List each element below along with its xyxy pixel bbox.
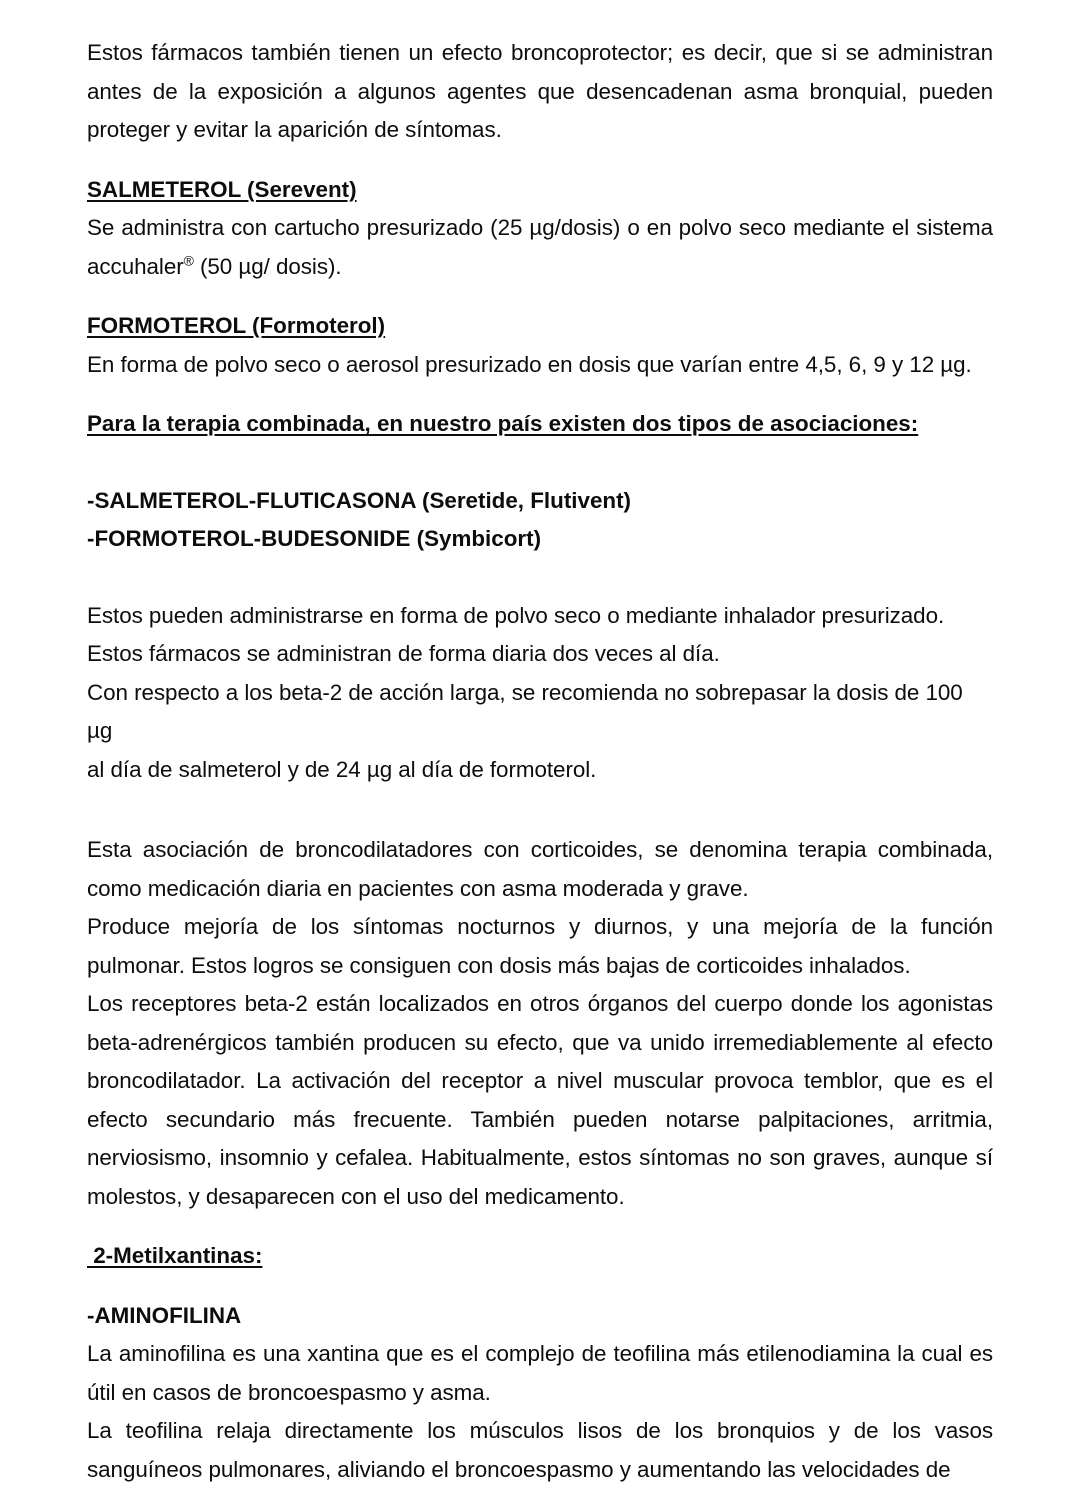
teofilina-paragraph: La teofilina relaja directamente los músculos lisos de los bronquios y de los vasos sanguíneos pulmonares, aliviando el broncoespasmo y aumentando las velocidades de	[87, 1418, 993, 1482]
spacer	[87, 1216, 993, 1237]
spacer	[87, 286, 993, 307]
aminofilina-heading: -AMINOFILINA	[87, 1302, 242, 1328]
combined-therapy-paragraph-2: Produce mejoría de los síntomas nocturnos y diurnos, y una mejoría de la función pulmonar. Estos logros se consiguen con dosis más bajas de corticoides inhalados.	[87, 914, 993, 978]
salmeterol-heading	[87, 171, 993, 210]
spacer	[87, 559, 993, 597]
salmeterol-body-text-part1: Se administra con cartucho presurizado (25 µg/dosis) o en polvo seco mediante el sistema accuhaler	[87, 215, 993, 279]
combined-therapy-heading-text: Para la terapia combinada, en nuestro país existen dos tipos de asociaciones:	[87, 411, 919, 436]
spacer	[87, 789, 993, 831]
spacer	[87, 444, 993, 482]
metilxantinas-heading	[87, 1237, 993, 1276]
spacer	[87, 384, 993, 405]
association-item-1: -SALMETEROL-FLUTICASONA (Seretide, Flutivent)	[87, 487, 632, 513]
dosage-line-2: al día de salmeterol y de 24 µg al día de formoterol.	[87, 756, 597, 782]
spacer	[87, 150, 993, 171]
salmeterol-body	[87, 209, 993, 286]
salmeterol-heading-text: SALMETEROL (Serevent)	[87, 176, 357, 202]
aminofilina-paragraph: La aminofilina es una xantina que es el complejo de teofilina más etilenodiamina la cual es útil en casos de broncoespasmo y asma.	[87, 1341, 993, 1405]
receptors-paragraph: Los receptores beta-2 están localizados en otros órganos del cuerpo donde los agonistas beta-adrenérgicos también producen su efecto, que va unido irremediablemente al efecto broncodilatador. La activación del receptor a nivel muscular provoca temblor, que es el efecto secundario más frecuente. También pueden notarse palpitaciones, arritmia, nerviosismo, insomnio y cefalea. Habitualmente, estos síntomas no son graves, aunque sí molestos, y desaparecen con el uso del medicamento.	[87, 991, 993, 1209]
combined-therapy-heading	[87, 405, 993, 444]
registered-trademark-icon: ®	[183, 252, 194, 269]
metilxantinas-heading-text: 2-Metilxantinas:	[87, 1243, 263, 1268]
formoterol-body: En forma de polvo seco o aerosol presurizado en dosis que varían entre 4,5, 6, 9 y 12 µg.	[87, 351, 972, 377]
salmeterol-body-text-part2: (50 µg/ dosis).	[193, 253, 342, 279]
association-item-2: -FORMOTEROL-BUDESONIDE (Symbicort)	[87, 526, 542, 551]
intro-paragraph: Estos fármacos también tienen un efecto broncoprotector; es decir, que si se administran antes de la exposición a algunos agentes que desencadenan asma bronquial, pueden proteger y evitar la aparición de síntomas.	[87, 40, 993, 142]
combined-therapy-paragraph-1: Esta asociación de broncodilatadores con corticoides, se denomina terapia combinada, como medicación diaria en pacientes con asma moderada y grave.	[87, 837, 993, 901]
spacer	[87, 1276, 993, 1297]
formoterol-heading	[87, 307, 993, 346]
administration-line-1: Estos pueden administrarse en forma de polvo seco o mediante inhalador presurizado.	[87, 602, 945, 628]
document-body	[87, 34, 993, 1489]
dosage-line-1: Con respecto a los beta-2 de acción larga, se recomienda no sobrepasar la dosis de 100 µg	[87, 679, 963, 743]
administration-line-2: Estos fármacos se administran de forma diaria dos veces al día.	[87, 641, 720, 666]
formoterol-heading-text: FORMOTEROL (Formoterol)	[87, 313, 386, 338]
